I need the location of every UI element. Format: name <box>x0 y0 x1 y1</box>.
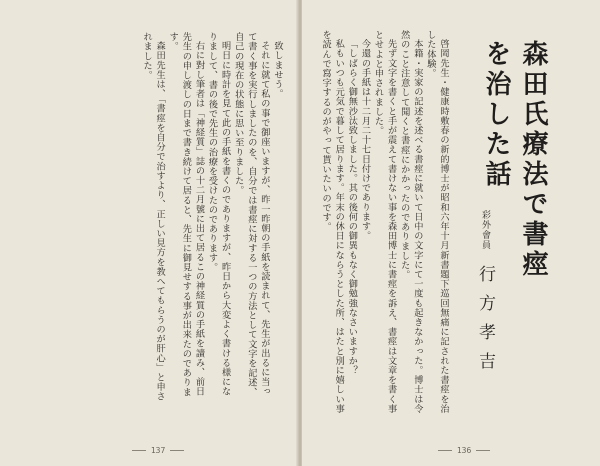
right-page-number <box>438 446 490 455</box>
author-role: 彩外會員 <box>480 210 490 250</box>
left-paragraph-3: 明日に時計を見て此の手紙を書くのでありますが、昨日から大変よく書ける様になりまして、書の後で先生の治療を受けたのであります。 <box>206 32 231 397</box>
left-paragraph-4: 右に對し筆者は「神経質」誌の十二月號に出て居るこの神経質の手紙を讀み、前日先生の申し渡しの日まで書き続けて居ると、先生に御見せする事が出来たのであります。 <box>167 32 205 397</box>
byline <box>470 210 498 450</box>
article-title: 森田氏療法で書痙を治した話 <box>481 40 548 280</box>
right-paragraph-3: 先ず文字を書くと手が震えて書けない事を森田博士に書痙を訴え、書痙は文章を書く事とせよと申されました。 <box>372 30 397 414</box>
left-paragraph-5: 森田先生は、「書痙を自分で治すより、正しい見方を教へてもらうのが肝心」と申されました。 <box>141 32 166 402</box>
folio-rule <box>170 450 184 451</box>
right-page-body <box>322 30 450 422</box>
right-folio-text: 136 <box>456 446 472 455</box>
right-paragraph-6: 私もいつも元気で暮して居ります。年末の休日にならうとした所、はたと別に嬉しい事を読んで寫字するのがやって貰いたいのです。 <box>320 30 345 414</box>
left-paragraph-1: 致しませう。 <box>272 41 283 99</box>
left-page-number <box>132 446 184 455</box>
right-paragraph-5: 「しばらく御無沙汰致しました。其の後何の御異もなく御勉強なさいますか？ <box>346 39 358 376</box>
right-paragraph-1: 啓岡先生・健康時敷春の新的博士が昭和六年十月新書題下巡回無痛に記された書痙を治した体験。 <box>424 30 449 414</box>
left-folio-text: 137 <box>150 446 166 455</box>
left-paragraph-2: それに就て私の事で御座いますが、昨一昨朝の手紙を読まれて、先生が出るに当って書く事を実行しましたのを、自分では書痙に対する一つの方法として文字を記述、自己の現在の状態に思い至りました。 <box>232 32 270 397</box>
left-page-body <box>12 32 284 404</box>
left-page <box>0 0 298 466</box>
right-paragraph-4: 今還の手紙は十二月二十七日付けであります。 <box>359 39 371 241</box>
right-paragraph-2: 本籍・実家の記述を述べる書痙に就いて日中の文字にて一度も起きなかった。博士は令然のこと注意して聞くと書痙にかかったのでありました。 <box>398 30 423 414</box>
folio-rule <box>438 450 452 451</box>
author-name: 行方孝吉 <box>475 265 495 382</box>
folio-rule <box>132 450 146 451</box>
folio-rule <box>476 450 490 451</box>
